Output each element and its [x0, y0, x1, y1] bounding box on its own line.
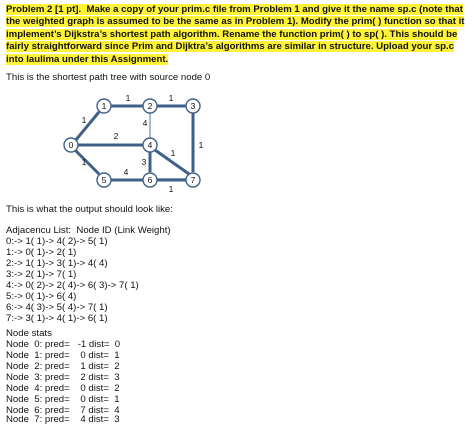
node-label-0: 0 — [68, 140, 74, 150]
node-stats-line: Node 5: pred= 0 dist= 1 — [6, 394, 120, 405]
weight-4-7: 1 — [170, 148, 176, 158]
node-label-7: 7 — [190, 175, 196, 185]
problem-text: Make a copy of your prim.c file from Problem 1 and give it the name sp.c (note that the weighted graph is assumed to be the same as in Problem 1). Modify the prim( ) function so that it implement’s Dijkstra’s shortest path algorithm. Rename the function prim( ) to sp( ). This should be fairly straightforward since Prim and Dijktra’s algorithms are similar in structure. Upload your sp.c into laulima under this Assignment. — [6, 4, 465, 65]
adjacency-line: 6:-> 4( 3)-> 5( 4)-> 7( 1) — [6, 302, 108, 313]
adjacency-line: 4:-> 0( 2)-> 2( 4)-> 6( 3)-> 7( 1) — [6, 280, 139, 291]
weight-0-1: 1 — [81, 115, 87, 125]
node-label-1: 1 — [101, 101, 107, 111]
node-stats-line: Node 7: pred= 4 dist= 3 — [6, 414, 120, 425]
node-label-5: 5 — [101, 175, 107, 185]
weight-2-4: 4 — [142, 118, 148, 128]
node-stats-header: Node stats — [6, 328, 52, 339]
adjacency-line: 7:-> 3( 1)-> 4( 1)-> 6( 1) — [6, 313, 108, 324]
problem-heading: Problem 2 [1 pt]. — [6, 4, 82, 15]
adjacency-header: Adjacencu List: Node ID (Link Weight) — [6, 225, 171, 236]
weight-3-7: 1 — [198, 140, 204, 150]
output-caption: This is what the output should look like: — [6, 204, 173, 215]
node-label-3: 3 — [190, 101, 196, 111]
node-stats-line: Node 0: pred= -1 dist= 0 — [6, 339, 121, 350]
node-stats-line: Node 1: pred= 0 dist= 1 — [6, 350, 120, 361]
node-stats-line: Node 4: pred= 0 dist= 2 — [6, 383, 120, 394]
weight-2-3: 1 — [168, 93, 174, 103]
node-stats-line: Node 3: pred= 2 dist= 3 — [6, 372, 120, 383]
node-stats-line: Node 2: pred= 1 dist= 2 — [6, 361, 120, 372]
edge-0-1 — [75, 112, 99, 141]
edge-0-5 — [75, 150, 99, 174]
node-label-6: 6 — [147, 175, 153, 185]
problem-statement — [6, 4, 468, 66]
adjacency-line: 3:-> 2( 1)-> 7( 1) — [6, 269, 77, 280]
node-stats-line: Node 6: pred= 7 dist= 4 — [6, 405, 120, 416]
weight-4-6: 3 — [141, 157, 147, 167]
node-label-4: 4 — [147, 140, 153, 150]
weight-1-2: 1 — [125, 93, 131, 103]
weight-0-5: 1 — [81, 157, 87, 167]
weight-0-4: 2 — [113, 131, 119, 141]
node-label-2: 2 — [147, 101, 153, 111]
adjacency-line: 0:-> 1( 1)-> 4( 2)-> 5( 1) — [6, 236, 108, 247]
adjacency-line: 5:-> 0( 1)-> 6( 4) — [6, 291, 77, 302]
tree-caption: This is the shortest path tree with source node 0 — [6, 72, 211, 83]
weight-5-6: 4 — [123, 167, 129, 177]
adjacency-line: 2:-> 1( 1)-> 3( 1)-> 4( 4) — [6, 258, 108, 269]
weight-6-7: 1 — [168, 184, 174, 194]
adjacency-line: 1:-> 0( 1)-> 2( 1) — [6, 247, 77, 258]
